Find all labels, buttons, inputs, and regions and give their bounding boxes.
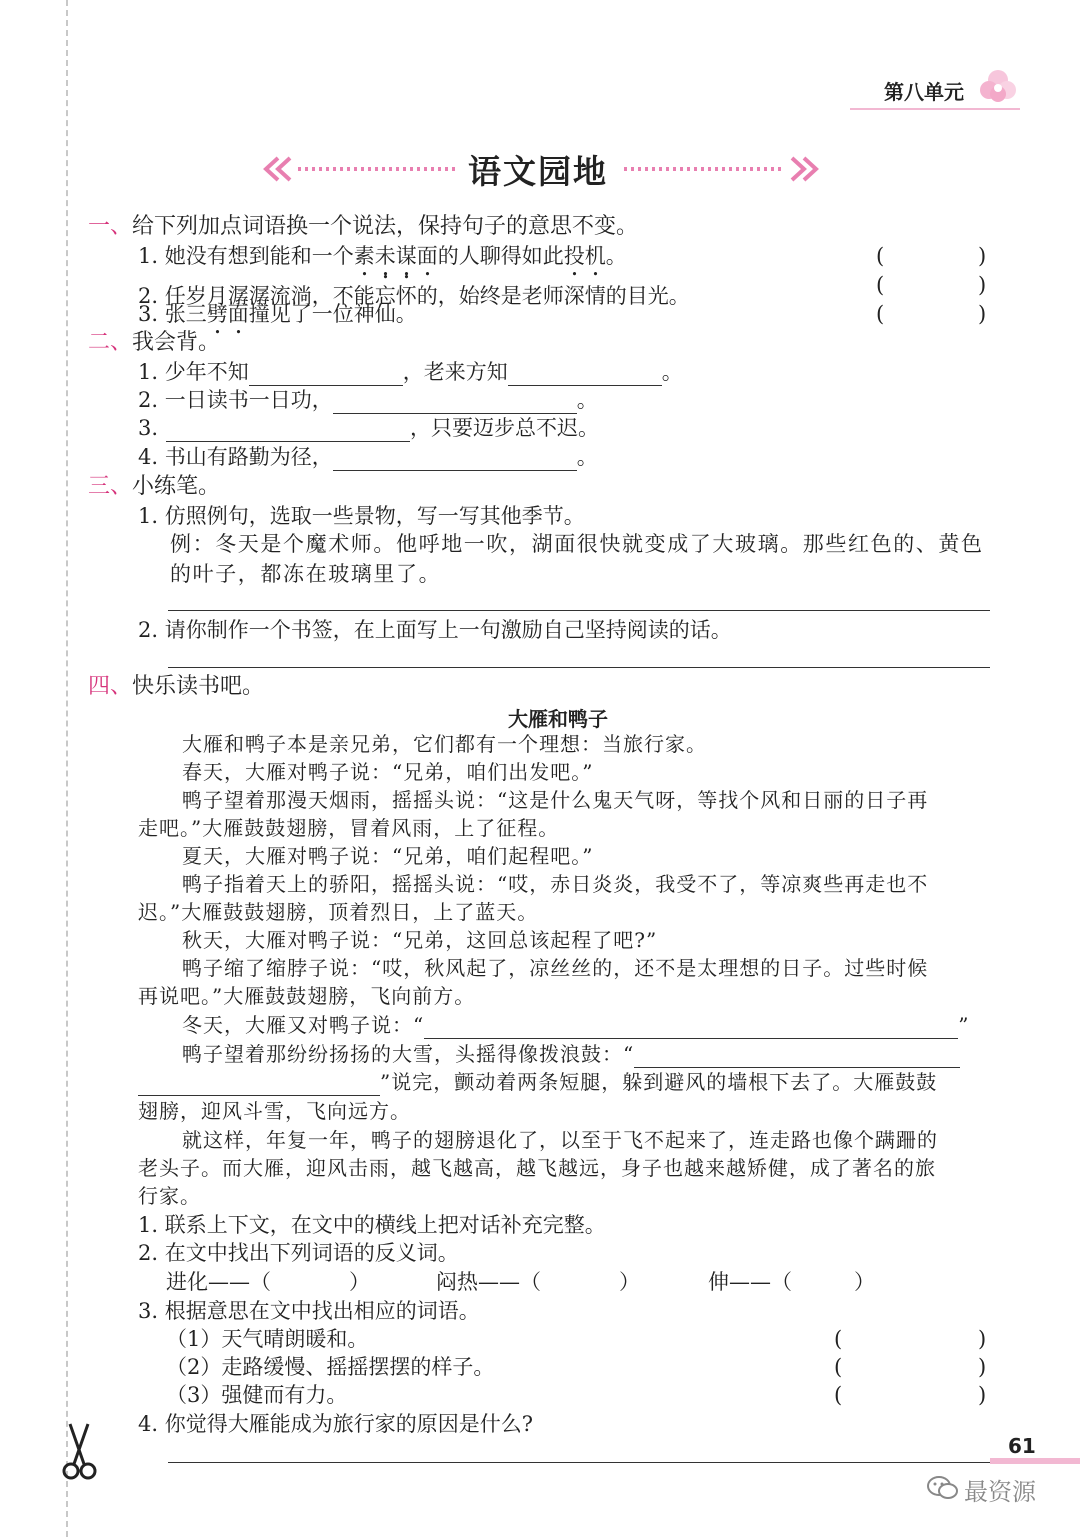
text: 1. 少年不知: [138, 360, 249, 384]
text: 冬天，大雁又对鸭子说：“: [182, 1013, 425, 1037]
story-paragraph: 就这样，年复一年，鸭子的翅膀退化了，以至于飞不起来了，连走路也像个蹒跚的: [182, 1128, 938, 1152]
story-paragraph: [138, 1068, 937, 1096]
blank-line[interactable]: [138, 1073, 380, 1096]
answer-paren-open: (: [876, 302, 885, 326]
story-paragraph: 行家。: [138, 1184, 201, 1208]
section-4-heading: [88, 672, 264, 702]
story-paragraph: 夏天，大雁对鸭子说：“兄弟，咱们起程吧。”: [182, 844, 594, 868]
answer-line[interactable]: [168, 667, 990, 668]
s3-question-2: 2. 请你制作一个书签，在上面写上一句激励自己坚持阅读的话。: [138, 618, 732, 642]
page-title: 语文园地: [468, 152, 608, 191]
s2-line-1: [138, 358, 683, 386]
text: 的人聊得如此: [437, 244, 564, 268]
answer-line[interactable]: [168, 1462, 990, 1463]
blank-line[interactable]: [424, 1016, 958, 1039]
text: 4. 书山有路勤为径，: [138, 445, 333, 469]
blank-line[interactable]: [508, 363, 662, 386]
text: 。: [576, 445, 598, 469]
dotted-word: 忘怀: [374, 284, 417, 308]
text: ）: [349, 1270, 370, 1294]
dotted-word: 劈面: [206, 302, 249, 326]
s4-question-1: 1. 联系上下文，在文中的横线上把对话补充完整。: [138, 1213, 606, 1237]
s3-example-line-1: 例：冬天是个魔术师。他呼地一吹，湖面很快就变成了大玻璃。那些红色的、黄色: [170, 532, 984, 556]
s4-question-2: 2. 在文中找出下列词语的反义词。: [138, 1241, 459, 1265]
story-paragraph: 走吧。”大雁鼓鼓翅膀，冒着风雨，上了征程。: [138, 816, 560, 840]
s3-example-line-2: 的叶子，都冻在玻璃里了。: [170, 562, 442, 586]
story-paragraph: 翅膀，迎风斗雪，飞向远方。: [138, 1099, 411, 1123]
s2-line-4: [138, 443, 598, 471]
text: 撞见了一位神仙。: [248, 302, 417, 326]
title-right-arrows: [620, 154, 820, 184]
answer-paren-open: (: [876, 273, 885, 297]
blank-line[interactable]: [333, 391, 577, 414]
text: 鸭子望着那纷纷扬扬的大雪，头摇得像拨浪鼓：“: [182, 1042, 635, 1066]
s4-question-3: 3. 根据意思在文中找出相应的词语。: [138, 1299, 480, 1323]
section-title: 我会背。: [132, 330, 221, 355]
story-paragraph: 鸭子指着天上的骄阳，摇摇头说：“哎，赤日炎炎，我受不了，等凉爽些再走也不: [182, 872, 929, 896]
section-2-heading: [88, 328, 220, 358]
page-number: 61: [1008, 1434, 1036, 1458]
s4-question-4: 4. 你觉得大雁能成为旅行家的原因是什么?: [138, 1412, 533, 1436]
text: 的，始终是老师深情的目光。: [416, 284, 690, 308]
s4-q3-item-2: （2）走路缓慢、摇摇摆摆的样子。: [166, 1355, 495, 1379]
dotted-word: 投机: [563, 244, 606, 268]
section-title: 快乐读书吧。: [132, 674, 265, 699]
text: ）: [619, 1270, 640, 1294]
answer-paren-close: ): [978, 273, 987, 297]
story-paragraph: 再说吧。”大雁鼓鼓翅膀，飞向前方。: [138, 984, 476, 1008]
story-paragraph: 鸭子缩了缩脖子说：“哎，秋风起了，凉丝丝的，还不是太理想的日子。过些时候: [182, 956, 929, 980]
text: 1. 她没有想到能和一个: [138, 244, 354, 268]
story-paragraph: 秋天，大雁对鸭子说：“兄弟，这回总该起程了吧?”: [182, 928, 658, 952]
text: ，只要迈步总不迟。: [410, 416, 600, 440]
story-title: 大雁和鸭子: [508, 707, 608, 731]
blank-line[interactable]: [634, 1045, 960, 1068]
s4-q3-item-1: （1）天气晴朗暖和。: [166, 1327, 369, 1351]
answer-paren-close: ): [978, 1383, 987, 1407]
text: ，老来方知: [402, 360, 508, 384]
s3-question-1: 1. 仿照例句，选取一些景物，写一写其他季节。: [138, 504, 585, 528]
antonym-2: [436, 1268, 640, 1296]
unit-label: 第八单元: [884, 80, 964, 104]
answer-line[interactable]: [168, 610, 990, 611]
blank-line[interactable]: [333, 448, 577, 471]
s2-line-2: [138, 386, 598, 414]
text: 3. 张三: [138, 302, 207, 326]
section-3-heading: [88, 472, 220, 502]
cut-line: [66, 0, 68, 1537]
story-paragraph: [182, 1011, 969, 1039]
section-number: 二、: [88, 330, 133, 355]
page-number-bar: [990, 1458, 1080, 1464]
s4-q3-item-3: （3）强健而有力。: [166, 1383, 348, 1407]
title-left-arrows: [262, 154, 462, 184]
story-paragraph: 老头子。而大雁，迎风击雨，越飞越高，越飞越远，身子也越来越矫健，成了著名的旅: [138, 1156, 936, 1180]
s2-line-3: [138, 414, 599, 442]
answer-paren-open: (: [876, 244, 885, 268]
story-paragraph: 春天，大雁对鸭子说：“兄弟，咱们出发吧。”: [182, 760, 594, 784]
scissors-icon: [58, 1420, 104, 1482]
story-paragraph: [182, 1040, 960, 1068]
text: 2. 任岁月潺潺流淌，不能: [138, 284, 375, 308]
story-paragraph: 大雁和鸭子本是亲兄弟，它们都有一个理想：当旅行家。: [182, 732, 707, 756]
story-paragraph: 鸭子望着那漫天烟雨，摇摇头说：“这是什么鬼天气呀，等找个风和日丽的日子再: [182, 788, 929, 812]
antonym-3: [708, 1268, 875, 1296]
text: 。: [661, 360, 683, 384]
text: 3.: [138, 416, 159, 440]
answer-paren-close: ): [978, 1327, 987, 1351]
flower-icon: [976, 66, 1022, 110]
watermark-text: 最资源: [964, 1478, 1036, 1506]
text: ”说完，颤动着两条短腿，躲到避风的墙根下去了。大雁鼓鼓: [380, 1070, 938, 1094]
section-number: 四、: [88, 674, 133, 699]
story-paragraph: 迟。”大雁鼓鼓翅膀，顶着烈日，上了蓝天。: [138, 900, 539, 924]
text: 2. 一日读书一日功，: [138, 388, 333, 412]
text: 伸——（: [708, 1270, 792, 1294]
header-rule: [850, 108, 1020, 110]
text: 闷热——（: [436, 1270, 541, 1294]
section-title: 小练笔。: [132, 474, 221, 499]
antonym-1: [166, 1268, 370, 1296]
section-1-heading: [88, 212, 638, 242]
text: 。: [576, 388, 598, 412]
blank-line[interactable]: [249, 363, 403, 386]
answer-paren-open: (: [834, 1327, 843, 1351]
blank-line[interactable]: [166, 419, 410, 442]
answer-paren-close: ): [978, 1355, 987, 1379]
text: ）: [854, 1270, 875, 1294]
section-number: 一、: [88, 214, 133, 239]
text: ”: [958, 1013, 970, 1037]
text: 进化——（: [166, 1270, 271, 1294]
answer-paren-close: ): [978, 244, 987, 268]
dotted-word: 素未谋面: [353, 244, 438, 268]
section-number: 三、: [88, 474, 133, 499]
answer-paren-open: (: [834, 1383, 843, 1407]
section-title: 给下列加点词语换一个说法，保持句子的意思不变。: [132, 214, 639, 239]
answer-paren-close: ): [978, 302, 987, 326]
answer-paren-open: (: [834, 1355, 843, 1379]
text: 。: [605, 244, 627, 268]
wechat-icon: [926, 1474, 960, 1502]
